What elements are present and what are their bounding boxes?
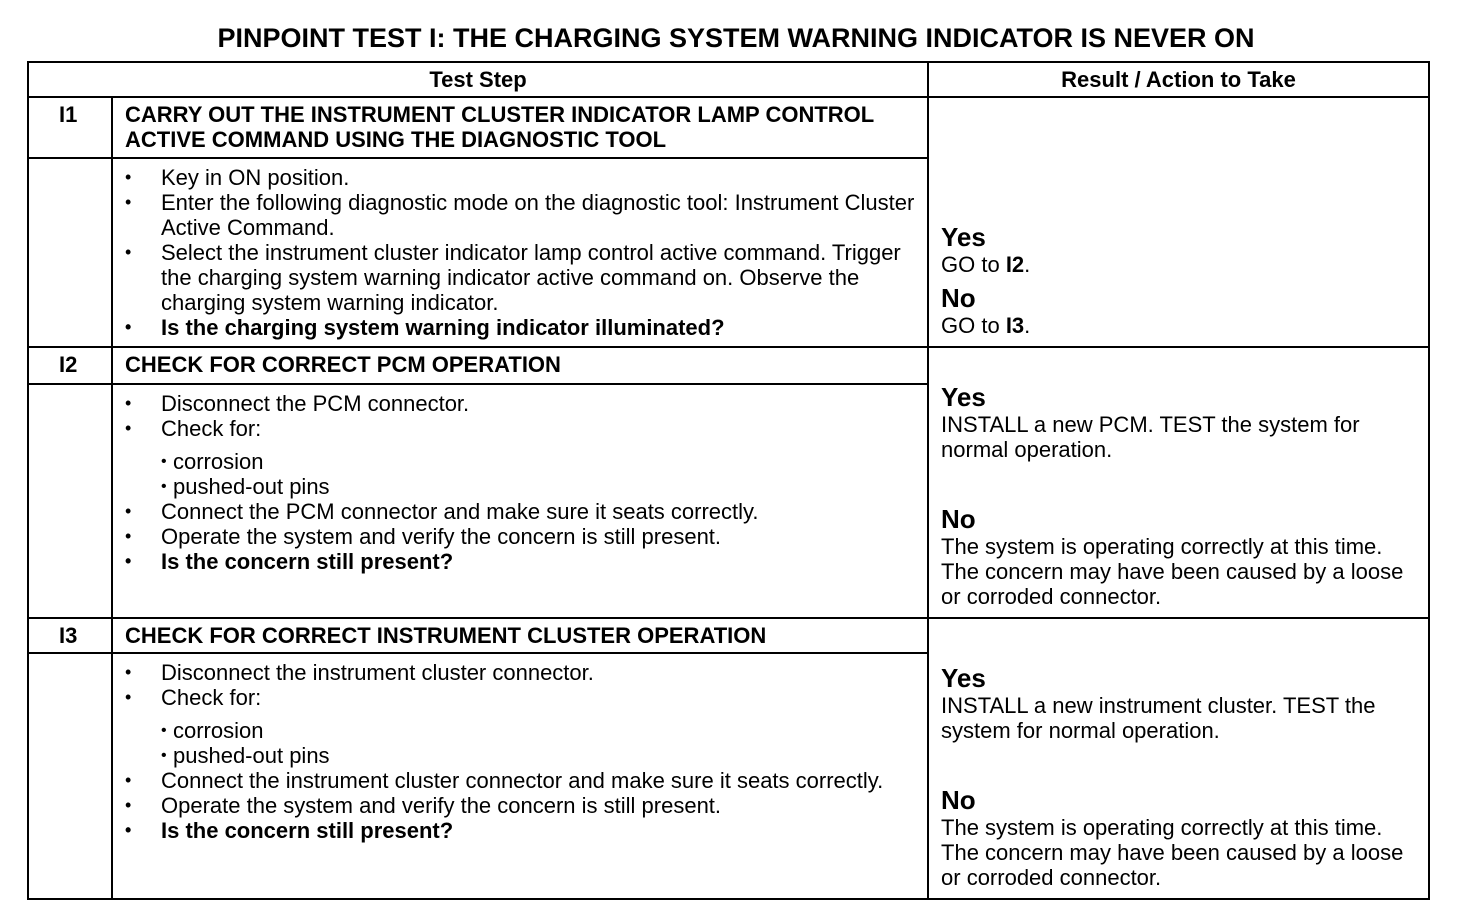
no-action: GO to I3. (941, 313, 1031, 338)
step-heading: CHECK FOR CORRECT INSTRUMENT CLUSTER OPERATION (112, 618, 928, 653)
yes-label: Yes (941, 663, 986, 693)
no-label: No (941, 283, 976, 313)
list-item: • Connect the PCM connector and make sure it seats correctly. (125, 499, 917, 524)
yes-label: Yes (941, 222, 986, 252)
no-action: The system is operating correctly at this time. The concern may have been caused by a loose or corroded connector. (941, 534, 1404, 609)
list-item: • Operate the system and verify the concern is still present. (125, 793, 917, 818)
sub-list-item: • corrosion (161, 718, 917, 743)
step-instructions (112, 653, 928, 899)
list-item: • Disconnect the PCM connector. (125, 391, 917, 416)
step-heading: CHECK FOR CORRECT PCM OPERATION (112, 347, 928, 384)
list-item: • Disconnect the instrument cluster connector. (125, 660, 917, 685)
step-id: I2 (28, 347, 112, 384)
step-result (928, 97, 1429, 347)
list-item: • Select the instrument cluster indicator lamp control active command. Trigger the charging system warning indicator active command on. Observe the charging system warning indicator. (125, 240, 917, 315)
sub-list-item: • pushed-out pins (161, 743, 917, 768)
list-item: • Operate the system and verify the concern is still present. (125, 524, 917, 549)
document-title: PINPOINT TEST I: THE CHARGING SYSTEM WARNING INDICATOR IS NEVER ON (217, 23, 1255, 53)
list-item: • Check for: • corrosion • pushed-out pins (125, 685, 917, 768)
step-instructions (112, 158, 928, 347)
step-row-i2-heading (28, 347, 1429, 384)
step-id: I3 (28, 618, 112, 653)
step-id: I1 (28, 97, 112, 158)
list-item: • Check for: • corrosion • pushed-out pins (125, 416, 917, 499)
sub-list-item: • pushed-out pins (161, 474, 917, 499)
step-row-i3-heading (28, 618, 1429, 653)
list-item-question: • Is the concern still present? (125, 549, 917, 574)
sub-list-item: • corrosion (161, 449, 917, 474)
pinpoint-test-table (27, 61, 1430, 900)
step-row-i1-heading (28, 97, 1429, 158)
column-header-test-step: Test Step (28, 62, 928, 97)
step-result (928, 618, 1429, 899)
step-id-spacer (28, 384, 112, 618)
step-result (928, 347, 1429, 618)
yes-action: INSTALL a new PCM. TEST the system for normal operation. (941, 412, 1360, 462)
table-header-row (28, 62, 1429, 97)
list-item: • Key in ON position. (125, 165, 917, 190)
no-label: No (941, 504, 976, 534)
step-id-spacer (28, 653, 112, 899)
yes-action: INSTALL a new instrument cluster. TEST the system for normal operation. (941, 693, 1376, 743)
no-action: The system is operating correctly at this time. The concern may have been caused by a loose or corroded connector. (941, 815, 1404, 890)
list-item-question: • Is the concern still present? (125, 818, 917, 843)
list-item-question: • Is the charging system warning indicator illuminated? (125, 315, 917, 340)
step-instructions (112, 384, 928, 618)
step-heading: CARRY OUT THE INSTRUMENT CLUSTER INDICATOR LAMP CONTROL ACTIVE COMMAND USING THE DIAGNOSTIC TOOL (112, 97, 928, 158)
no-label: No (941, 785, 976, 815)
yes-action: GO to I2. (941, 252, 1031, 277)
column-header-result: Result / Action to Take (928, 62, 1429, 97)
list-item: • Connect the instrument cluster connector and make sure it seats correctly. (125, 768, 917, 793)
list-item: • Enter the following diagnostic mode on the diagnostic tool: Instrument Cluster Active Command. (125, 190, 917, 240)
step-id-spacer (28, 158, 112, 347)
yes-label: Yes (941, 382, 986, 412)
